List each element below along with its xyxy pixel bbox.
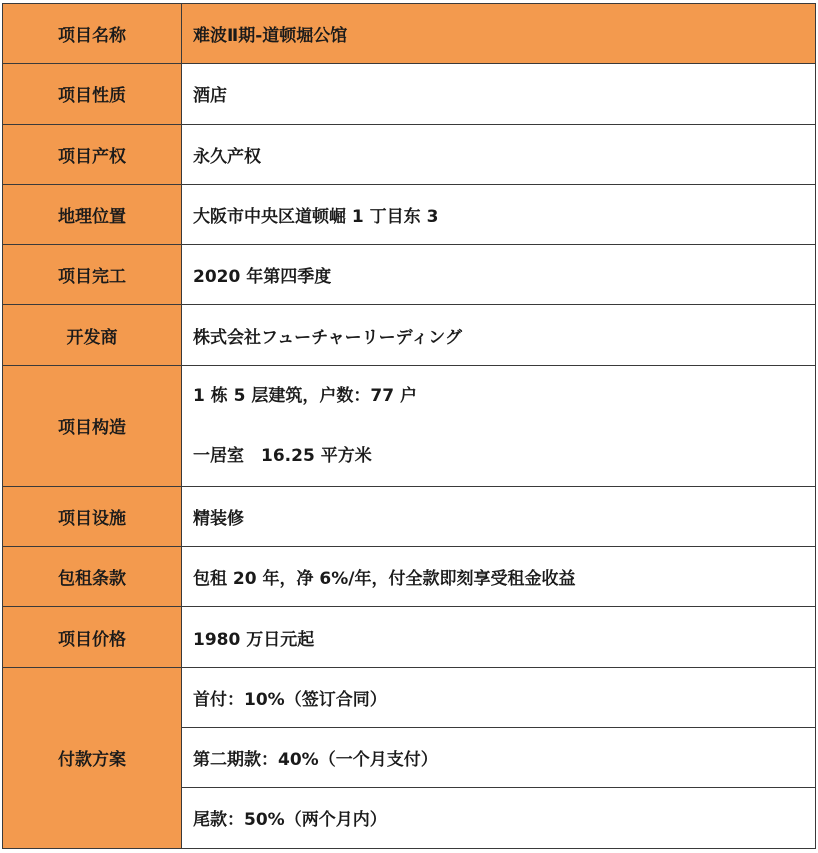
- row-value-line: 首付：10%（签订合同）: [182, 667, 816, 727]
- row-label: 地理位置: [3, 184, 182, 244]
- row-label: 项目完工: [3, 245, 182, 305]
- row-value: 永久产权: [182, 124, 816, 184]
- table-row: [3, 365, 816, 486]
- table-row: [3, 124, 816, 184]
- table-row: [3, 486, 816, 546]
- row-label: 项目性质: [3, 64, 182, 124]
- row-label: 项目价格: [3, 607, 182, 667]
- row-value: 难波Ⅱ期-道顿堀公馆: [182, 4, 816, 64]
- row-value: 酒店: [182, 64, 816, 124]
- row-value: [182, 365, 816, 486]
- row-value: 包租 20 年，净 6%/年，付全款即刻享受租金收益: [182, 547, 816, 607]
- table-row: [3, 607, 816, 667]
- row-value: 株式会社フューチャーリーディング: [182, 305, 816, 365]
- table-row: [3, 547, 816, 607]
- table-row: [3, 64, 816, 124]
- table-row: [3, 667, 816, 727]
- table-row: [3, 245, 816, 305]
- row-label: 开发商: [3, 305, 182, 365]
- row-label: 付款方案: [3, 667, 182, 848]
- table-row: [3, 305, 816, 365]
- row-label: 项目设施: [3, 486, 182, 546]
- row-value-line: 尾款：50%（两个月内）: [182, 788, 816, 848]
- row-label: 项目产权: [3, 124, 182, 184]
- row-value-line: 一居室 16.25 平方米: [193, 445, 372, 466]
- row-label: 项目名称: [3, 4, 182, 64]
- row-value: 大阪市中央区道顿崛 1 丁目东 3: [182, 184, 816, 244]
- row-value: 精装修: [182, 486, 816, 546]
- row-label: 项目构造: [3, 365, 182, 486]
- row-value: 2020 年第四季度: [182, 245, 816, 305]
- project-info-table: [2, 3, 816, 849]
- row-value: 1980 万日元起: [182, 607, 816, 667]
- table-row: [3, 184, 816, 244]
- row-value-line: 1 栋 5 层建筑，户数：77 户: [193, 385, 417, 406]
- table-row: [3, 4, 816, 64]
- row-value-line: 第二期款：40%（一个月支付）: [182, 727, 816, 787]
- row-label: 包租条款: [3, 547, 182, 607]
